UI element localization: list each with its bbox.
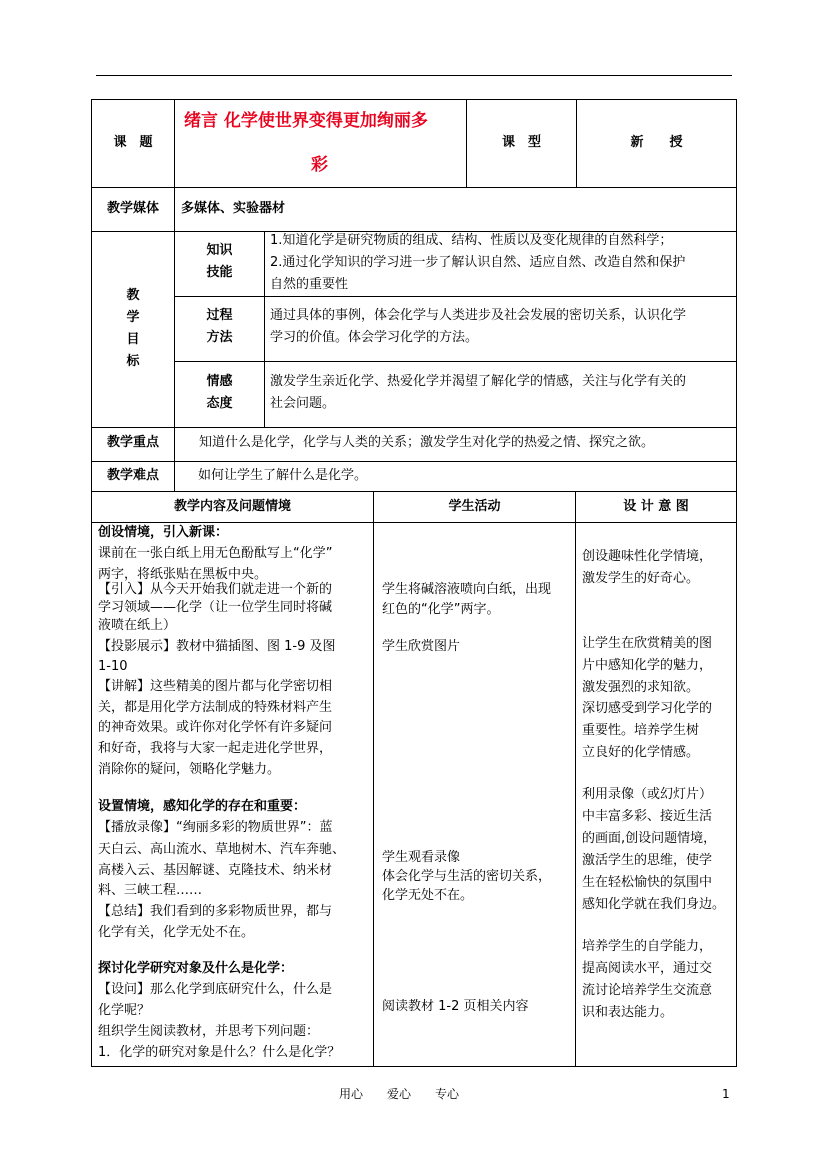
emotion-label-1: 情感 [206,374,233,389]
intent-line: 深切感受到学习化学的 [582,701,713,716]
knowledge-line-1: 1.知道化学是研究物质的组成、结构、性质以及变化规律的自然科学； [270,233,673,248]
intent-line: 立良好的化学情感。 [582,745,700,760]
content-line: 【总结】我们看到的多彩物质世界，都与 [98,904,333,919]
content-line: 学习领域——化学（让一位学生同时将碱 [98,600,333,615]
intent-line: 流讨论培养学生交流意 [582,983,713,998]
footer-motto: 用心 爱心 专心 [339,1087,460,1101]
intent-line: 创设趣味性化学情境， [582,549,713,564]
content-line: 【讲解】这些精美的图片都与化学密切相 [98,679,333,694]
content-line: 关，都是用化学方法制成的特殊材料产生 [98,700,333,715]
goals-label-4: 标 [126,354,140,369]
key-point-value: 知道什么是化学，化学与人类的关系；激发学生对化学的热爱之情、探究之欲。 [199,435,655,450]
goals-label-3: 目 [126,332,140,347]
column-header-content: 教学内容及问题情境 [173,499,291,514]
emotion-label-2: 态度 [206,396,233,411]
media-label: 教学媒体 [106,201,159,216]
emotion-line-2: 社会问题。 [270,396,336,411]
intent-line: 激活学生的思维，使学 [582,853,713,868]
knowledge-line-2: 2.通过化学知识的学习进一步了解认识自然、适应自然、改造自然和保护 [270,255,686,270]
intent-line: 激发强烈的求知欲。 [582,680,700,695]
key-point-label: 教学重点 [106,435,159,450]
type-value: 新 授 [630,135,683,150]
intent-line: 重要性。培养学生树 [582,723,700,738]
content-line: 和好奇，我将与大家一起走进化学世界， [98,741,333,756]
goals-label-1: 教 [126,288,140,303]
content-line: 两字，将纸张贴在黑板中央。 [98,567,268,582]
process-label-1: 过程 [206,308,233,323]
course-label: 课 题 [113,135,153,150]
process-line-2: 学习的价值。体会学习化学的方法。 [270,330,479,345]
content-line: 消除你的疑问，领略化学魅力。 [98,762,281,777]
process-label-2: 方法 [206,330,233,345]
content-line: 课前在一张白纸上用无色酚酞写上“化学” [98,546,333,561]
content-line: 【投影展示】教材中猫插图、图 1-9 及图 [98,639,336,654]
content-line: 1-10 [98,659,128,674]
knowledge-label-1: 知识 [206,243,233,258]
content-line: 料、三峡工程…… [98,883,203,898]
content-line: 液喷在纸上） [98,618,177,633]
activity-line: 红色的“化学”两字。 [382,602,500,617]
activity-line: 化学无处不在。 [382,888,474,903]
content-line: 化学呢？ [98,1003,151,1018]
content-line: 【播放录像】“绚丽多彩的物质世界”：蓝 [98,820,333,835]
intent-line: 片中感知化学的魅力， [582,658,713,673]
content-line: 【设问】那么化学到底研究什么，什么是 [98,982,333,997]
column-header-activity: 学生活动 [448,499,501,514]
section-heading: 设置情境，感知化学的存在和重要： [98,799,307,814]
media-value: 多媒体、实验器材 [181,201,286,216]
intent-line: 让学生在欣赏精美的图 [582,636,713,651]
intent-line: 培养学生的自学能力， [582,939,713,954]
type-label: 课 型 [501,135,541,150]
intent-line: 识和表达能力。 [582,1005,674,1020]
content-line: 1．化学的研究对象是什么？什么是化学？ [98,1045,341,1060]
emotion-line-1: 激发学生亲近化学、热爱化学并渴望了解化学的情感，关注与化学有关的 [270,374,687,389]
intent-line: 的画面,创设问题情境， [582,831,717,846]
intent-line: 感知化学就在我们身边。 [582,897,726,912]
lesson-title-line2: 彩 [311,155,328,175]
content-line: 高楼入云、基因解谜、克隆技术、纳米材 [98,863,333,878]
knowledge-label-2: 技能 [206,265,233,280]
intent-line: 生在轻松愉快的氛围中 [582,875,713,890]
content-line: 【引入】从今天开始我们就走进一个新的 [98,582,333,597]
content-line: 化学有关，化学无处不在。 [98,925,255,940]
content-line: 天白云、高山流水、草地树木、汽车奔驰、 [98,842,346,857]
lesson-title-line1: 绪言 化学使世界变得更加绚丽多 [184,111,428,131]
knowledge-line-3: 自然的重要性 [270,277,349,292]
intent-line: 激发学生的好奇心。 [582,571,700,586]
activity-line: 阅读教材 1-2 页相关内容 [382,999,529,1014]
column-header-intent: 设 计 意 图 [623,499,689,514]
intent-line: 利用录像（或幻灯片） [582,787,713,802]
content-line: 的神奇效果。或许你对化学怀有许多疑问 [98,720,333,735]
intent-line: 中丰富多彩、接近生活 [582,809,713,824]
section-heading: 创设情境，引入新课： [98,525,229,540]
difficulty-label: 教学难点 [106,468,159,483]
page-number: 1 [722,1087,730,1101]
content-line: 组织学生阅读教材，并思考下列问题： [98,1024,320,1039]
section-heading: 探讨化学研究对象及什么是化学： [98,961,294,976]
header-rule [96,75,732,76]
process-line-1: 通过具体的事例，体会化学与人类进步及社会发展的密切关系，认识化学 [270,308,687,323]
activity-line: 体会化学与生活的密切关系， [382,869,552,884]
activity-line: 学生观看录像 [382,850,461,865]
difficulty-value: 如何让学生了解什么是化学。 [198,468,368,483]
intent-line: 提高阅读水平，通过交 [582,961,713,976]
activity-line: 学生将碱溶液喷向白纸，出现 [382,582,552,597]
activity-line: 学生欣赏图片 [382,639,461,654]
goals-label-2: 学 [126,310,140,325]
